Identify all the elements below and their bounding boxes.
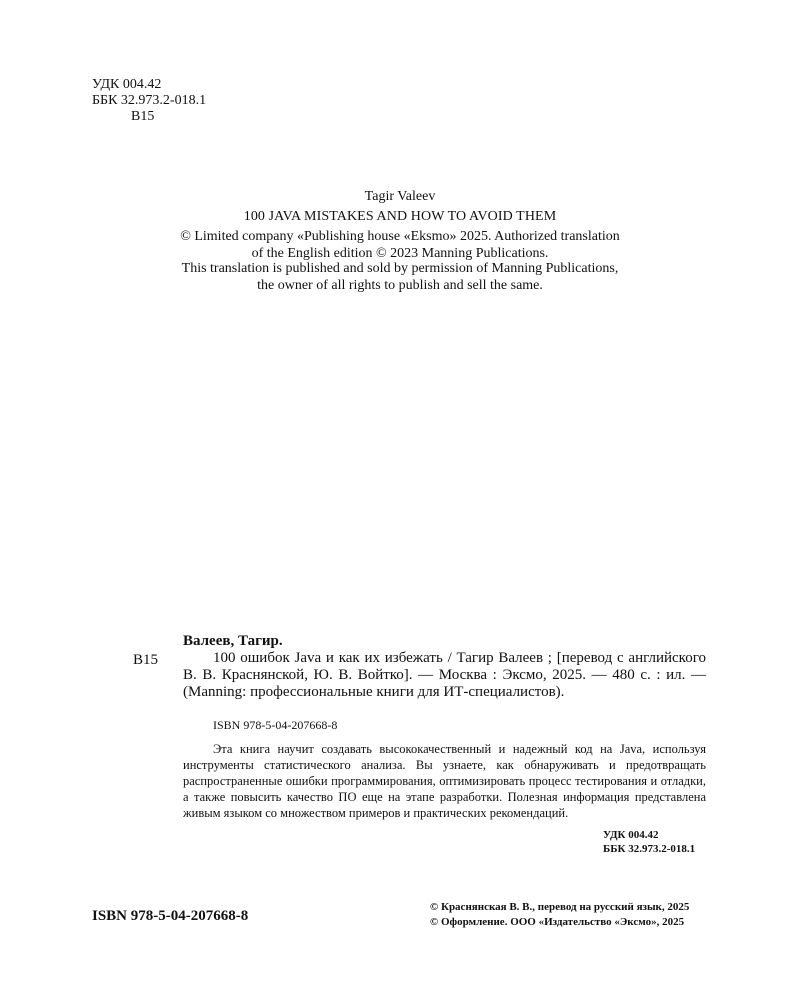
catalog-udk: УДК 004.42 [603,829,659,841]
english-copyright-line: of the English edition © 2023 Manning Publications. [251,246,549,261]
author-sign-code: В15 [131,109,155,124]
english-title: 100 JAVA MISTAKES AND HOW TO AVOID THEM [243,209,557,224]
english-permission-line: This translation is published and sold by permission of Manning Publications, [181,261,619,276]
catalog-record [183,633,706,701]
catalog-codes [603,828,695,856]
udk-code: УДК 004.42 [92,77,162,92]
copyright-translation: © Краснянская В. В., перевод на русский язык, 2025 [430,901,690,913]
catalog-bbk: ББК 32.973.2-018.1 [603,843,696,855]
copyright-design: © Оформление. ООО «Издательство «Эксмо», 2025 [430,916,685,928]
english-permission-line: the owner of all rights to publish and sell the same. [257,278,543,293]
english-copyright [140,228,660,262]
footer-isbn: ISBN 978-5-04-207668-8 [92,908,249,924]
catalog-side-code: В15 [133,652,159,668]
catalog-description: 100 ошибок Java и как их избежать / Тагир Валеев ; [перевод с английского В. В. Краснянской, Ю. В. Войтко]. — Москва : Эксмо, 2025. — 480 с. : ил. — (Manning: профессиональные книги для ИТ-специалистов). [183,650,706,700]
catalog-author: Валеев, Тагир. [183,633,283,649]
catalog-annotation: Эта книга научит создавать высококачественный и надежный код на Java, используя инструменты статистического анализа. Вы узнаете, как обнаруживать и предотвращать распространенные ошибки программирования, оптимизировать процесс тестирования и отладки, а также повысить качество ПО еще на этапе разработки. Полезная информация представлена живым языком со множеством примеров и практических рекомендаций. [183,742,706,820]
catalog-isbn: ISBN 978-5-04-207668-8 [213,718,338,732]
english-copyright-line: © Limited company «Publishing house «Eksmo» 2025. Authorized translation [180,229,620,244]
english-permission [140,260,660,294]
footer-copyrights [430,900,689,930]
classification-codes [92,77,206,125]
bbk-code: ББК 32.973.2-018.1 [92,93,207,108]
english-author: Tagir Valeev [364,189,436,204]
